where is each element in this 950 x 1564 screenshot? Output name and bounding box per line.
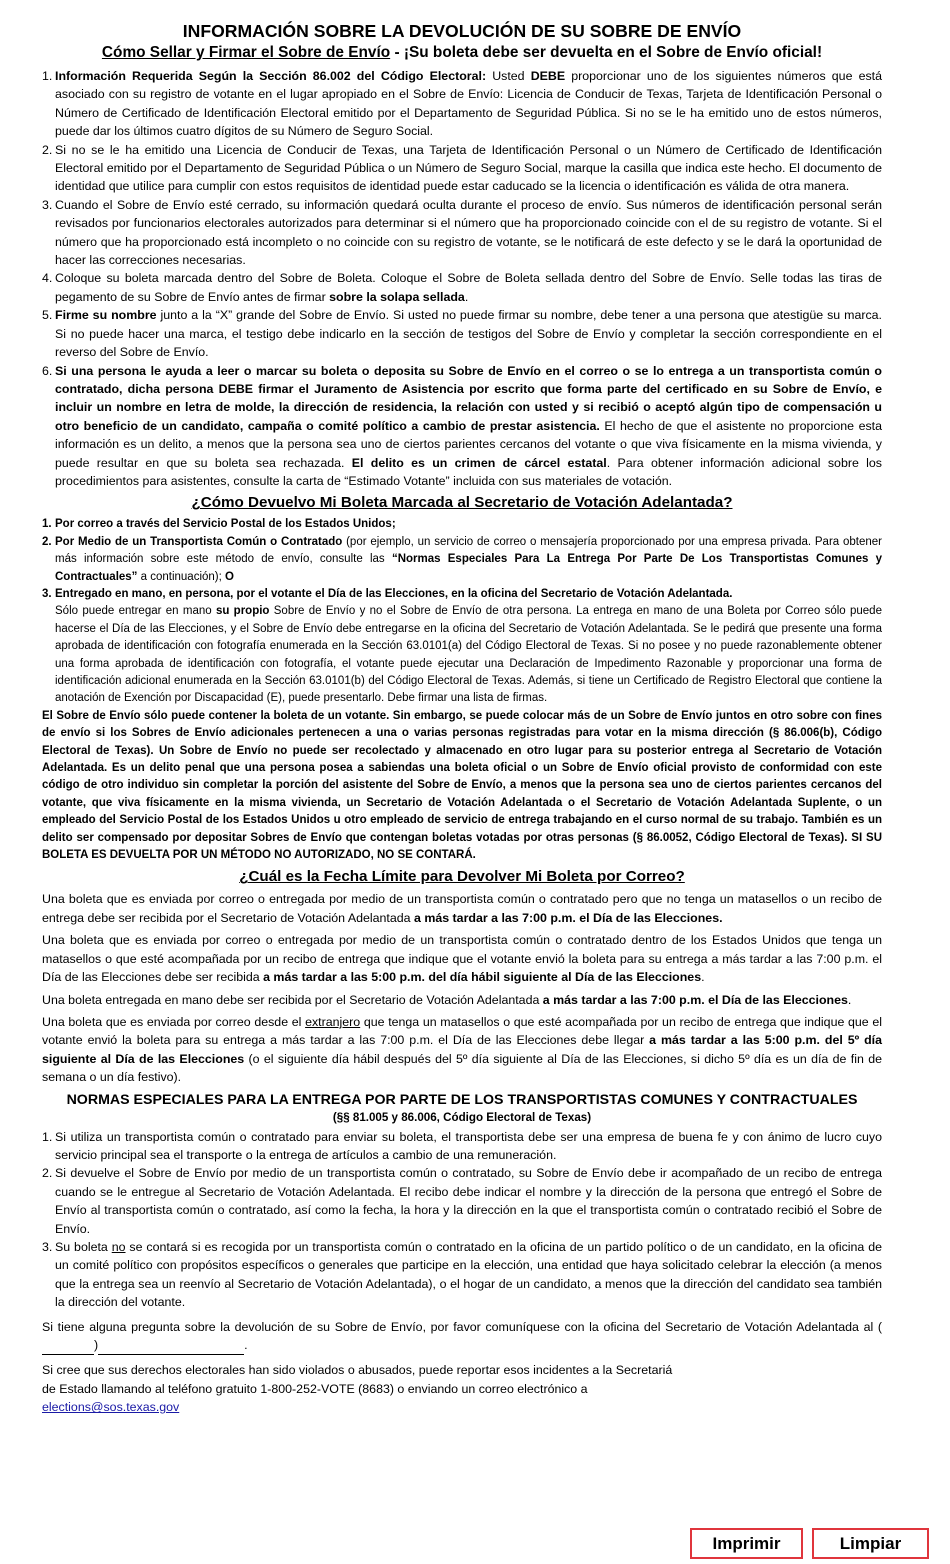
carrier-rules-heading: NORMAS ESPECIALES PARA LA ENTREGA POR PARTE DE LOS TRANSPORTISTAS COMUNES Y CONTRACTUALES [66,1091,858,1108]
page-subtitle: Cómo Sellar y Firmar el Sobre de Envío - ¡Su boleta debe ser devuelta en el Sobre de Envío oficial! [101,44,823,61]
list-item: 1. Información Requerida Según la Sección 86.002 del Código Electoral: Usted DEBE proporcionar uno de los siguientes números que está asociado con su registro de votante en el lugar apropiado en el Sobre de Envío: Licencia de Conducir de Texas, Tarjeta de Identificación Personal o Número de Certificado de Identificación Electoral emitido por el Departamento de Seguridad Pública. Si no se le ha emitido uno de estos números, puede dar los últimos cuatro dígitos de su Número de Seguro Social. [42,69,883,139]
area-code-field[interactable] [42,1336,94,1355]
phone-number-field[interactable] [98,1336,244,1355]
carrier-rules-list [42,1128,882,1312]
list-item: 3. Su boleta no se contará si es recogida por un transportista común o contratado en la oficina de un partido político o de un candidato, en la oficina de un comité político con propósitos específicos o generales que participe en la elección, una entidad que haya solicitado celebrar la elección (a menos que la entrega sea un reenvío al Secretario de Votación Adelantada), o el hogar de un candidato, a menos que la dirección del candidato sea también la dirección del votante. [42,1239,882,1310]
report-paragraph: Si cree que sus derechos electorales han sido violados o abusados, puede reportar esos incidentes a la Secretariá de Estado llamando al teléfono gratuito 1-800-252-VOTE (8683) o enviando un correo electrónico a elections@sos.texas.gov [42,1363,673,1415]
deadline-paragraph: Una boleta que es enviada por correo desde el extranjero que tenga un matasellos o que esté acompañada por un recibo de entrega que indique que el votante envió la boleta para su entrega a más tardar a las 7:00 p.m. el Día de las Elecciones debe llegar a más tardar a las 5:00 p.m. del 5º día siguiente al Día de las Elecciones (o el siguiente día hábil después del 5º día siguiente al Día de las Elecciones, si dicho 5º día es un día de fin de semana o un día festivo). [42,1014,882,1085]
contact-paragraph: Si tiene alguna pregunta sobre la devolución de su Sobre de Envío, por favor comuníquese con la oficina del Secretario de Votación Adelantada al ( ) . [42,1318,882,1356]
deadline-paragraph: Una boleta entregada en mano debe ser recibida por el Secretario de Votación Adelantada a más tardar a las 7:00 p.m. el Día de las Elecciones. [42,992,852,1007]
list-item: 2. Si devuelve el Sobre de Envío por medio de un transportista común o contratado, su Sobre de Envío debe ir acompañado de un recibo de entrega cuando se le entregue al Secretario de Votación Adelantada. El recibo debe indicar el nombre y la dirección de la persona que entregó el Sobre de Envío al transportista común o contratado, así como la fecha, la hora y la dirección en la que el transportista común o contratado recibió el Sobre de Envío. [42,1166,882,1236]
carrier-rules-citation: (§§ 81.005 y 86.006, Código Electoral de Texas) [332,1110,592,1124]
list-item: 5. Firme su nombre junto a la “X” grande del Sobre de Envío. Si usted no puede firmar su nombre, debe tener a una persona que atestigüe su marca. Si no puede hacer una marca, el testigo debe indicarlo en la sección de testigos del Sobre de Envío y completar la sección correspondiente en el reverso del Sobre de Envío. [42,308,882,360]
deadline-paragraph: Una boleta que es enviada por correo o entregada por medio de un transportista común o contratado pero que no tenga un matasellos o un recibo de entrega debe ser recibida por el Secretario de Votación Adelantada a más tardar a las 7:00 p.m. el Día de las Elecciones. [42,892,882,925]
list-item: 1. Si utiliza un transportista común o contratado para enviar su boleta, el transportista debe ser una empresa de buena fe y con ánimo de lucro cuyo servicio principal sea el transporte o la entrega de artículos a cambio de una remuneración. [42,1129,882,1162]
print-button[interactable]: Imprimir [690,1528,803,1559]
list-item: 6. Si una persona le ayuda a leer o marcar su boleta o deposita su Sobre de Envío en el correo o se lo entrega a un transportista común o contratado, dicha persona DEBE firmar el Juramento de Asistencia por escrito que forma parte del certificado en su Sobre de Envío, e incluir un nombre en letra de molde, la dirección de residencia, la relación con usted y si recibió o aceptó algún tipo de compensación u otro beneficio de un candidato, campaña o comité político a cambio de prestar asistencia. El hecho de que el asistente no proporcione esta información es un delito, a menos que la persona sea uno de ciertos parientes cercanos del votante o que viva físicamente en la misma vivienda, y puede resultar en que su boleta sea rechazada. El delito es un crimen de cárcel estatal. Para obtener información adicional sobre los procedimientos para asistentes, consulte la carta de “Estimado Votante” incluida con sus materiales de votación. [42,363,883,488]
clear-button[interactable]: Limpiar [812,1528,929,1559]
list-item: 2. Por Medio de un Transportista Común o Contratado (por ejemplo, un servicio de correo o mensajería proporcionado por una empresa privada. Para obtener más información sobre este método de envío, consulte las “Normas Especiales Para La Entrega Por Parte De Los Transportistas Comunes y Contractuales” a continuación); O [42,535,883,583]
single-voter-warning: El Sobre de Envío sólo puede contener la boleta de un votante. Sin embargo, se puede colocar más de un Sobre de Envío juntos en otro sobre con fines de envío si los Sobres de Envío adicionales pertenecen a una o varias personas registradas para votar en la misma dirección (§ 86.006(b), Código Electoral de Texas). Un Sobre de Envío no puede ser recolectado y almacenado en otro lugar para su posterior entrega al Secretario de Votación Adelantada. Es un delito penal que una persona posea a sabiendas una boleta oficial o un Sobre de Envío oficial provisto de conformidad con este código de otro individuo sin completar la porción del asistente del Sobre de Envío, a menos que la persona sea uno de ciertos parientes cercanos del votante, que viva físicamente en la misma vivienda, un Secretario de Votación Adelantada o el Secretario de Votación Adelantada Suplente, o un empleado del Servicio Postal de los Estados Unidos u otro empleado de servicio de entrega trabajando en el curso normal de su trabajo. También es un delito ser compensado por depositar Sobres de Envío que contengan boletas votadas por otras personas (§ 86.0052, Código Electoral de Texas). SI SU BOLETA ES DEVUELTA POR UN MÉTODO NO AUTORIZADO, NO SE CONTARÁ. [42,709,882,862]
deadline-heading: ¿Cuál es la Fecha Límite para Devolver Mi Boleta por Correo? [239,868,685,886]
list-item: 3. Cuando el Sobre de Envío esté cerrado, su información quedará oculta durante el proceso de envío. Sus números de identificación personal serán revisados por funcionarios electorales autorizados para determinar si el número que ha proporcionado coincide con el de su registro de votante. Si el número que ha proporcionado está incompleto o no coincide con su registro de votante, se le notificará de este defecto y se le dará la oportunidad de hacer las correcciones necesarias. [42,197,882,268]
return-methods-list [42,516,882,707]
list-item: 1. Por correo a través del Servicio Postal de los Estados Unidos; [42,518,396,531]
list-item: 3. Entregado en mano, en persona, por el votante el Día de las Elecciones, en la oficina del Secretario de Votación Adelantada. Sólo puede entregar en mano su propio Sobre de Envío y no el Sobre de Envío de otra persona. La entrega en mano de una Boleta por Correo sólo puede hacerse el Día de las Elecciones, y el Sobre de Envío debe entregarse en la oficina del Secretario de Votación Adelantada. Se le pedirá que presente una forma aprobada de identificación con fotografía enumerada en la Sección 63.0101(a) del Código Electoral de Texas. Si no posee y no puede razonablemente obtener una forma aprobada de identificación con fotografía, el votante puede ejecutar una Declaración de Impedimento Razonable y proporcionar una forma de identificación adicional enumerada en la Sección 63.0101(b) del Código Electoral de Texas. Además, si tiene un Certificado de Registro Electoral que contiene la anotación de Exención por Discapacidad (E), puede presentarlo. Debe firmar una lista de firmas. [42,587,882,705]
return-method-heading: ¿Cómo Devuelvo Mi Boleta Marcada al Secretario de Votación Adelantada? [191,494,733,512]
email-link[interactable]: elections@sos.texas.gov [42,1400,180,1415]
instructions-page [42,20,882,1417]
deadline-paragraphs [42,890,882,1086]
list-item: 4. Coloque su boleta marcada dentro del Sobre de Boleta. Coloque el Sobre de Boleta sellada dentro del Sobre de Envío. Selle todas las tiras de pegamento de su Sobre de Envío antes de firmar sobre la solapa sellada. [42,271,882,304]
list-item: 2. Si no se le ha emitido una Licencia de Conducir de Texas, una Tarjeta de Identificación Personal o un Número de Certificado de Identificación Electoral emitido por el Departamento de Seguridad Pública o un Número de Seguro Social, marque la casilla que indica este hecho. El documento de identidad que utilice para cumplir con estos requisitos de identidad puede estar caducado se la licencia o identificación es válida de otra manera. [42,142,882,194]
sealing-instructions-list [42,67,882,490]
deadline-paragraph: Una boleta que es enviada por correo o entregada por medio de un transportista común o contratado dentro de los Estados Unidos que tenga un matasellos o que esté acompañada por un recibo de entrega que indique que el votante envió la boleta para su entrega a más tardar a las 7:00 p.m. el Día de las Elecciones debe ser recibida a más tardar a las 5:00 p.m. del día hábil siguiente al Día de las Elecciones. [42,933,882,985]
page-title: INFORMACIÓN SOBRE LA DEVOLUCIÓN DE SU SOBRE DE ENVÍO [182,21,742,41]
